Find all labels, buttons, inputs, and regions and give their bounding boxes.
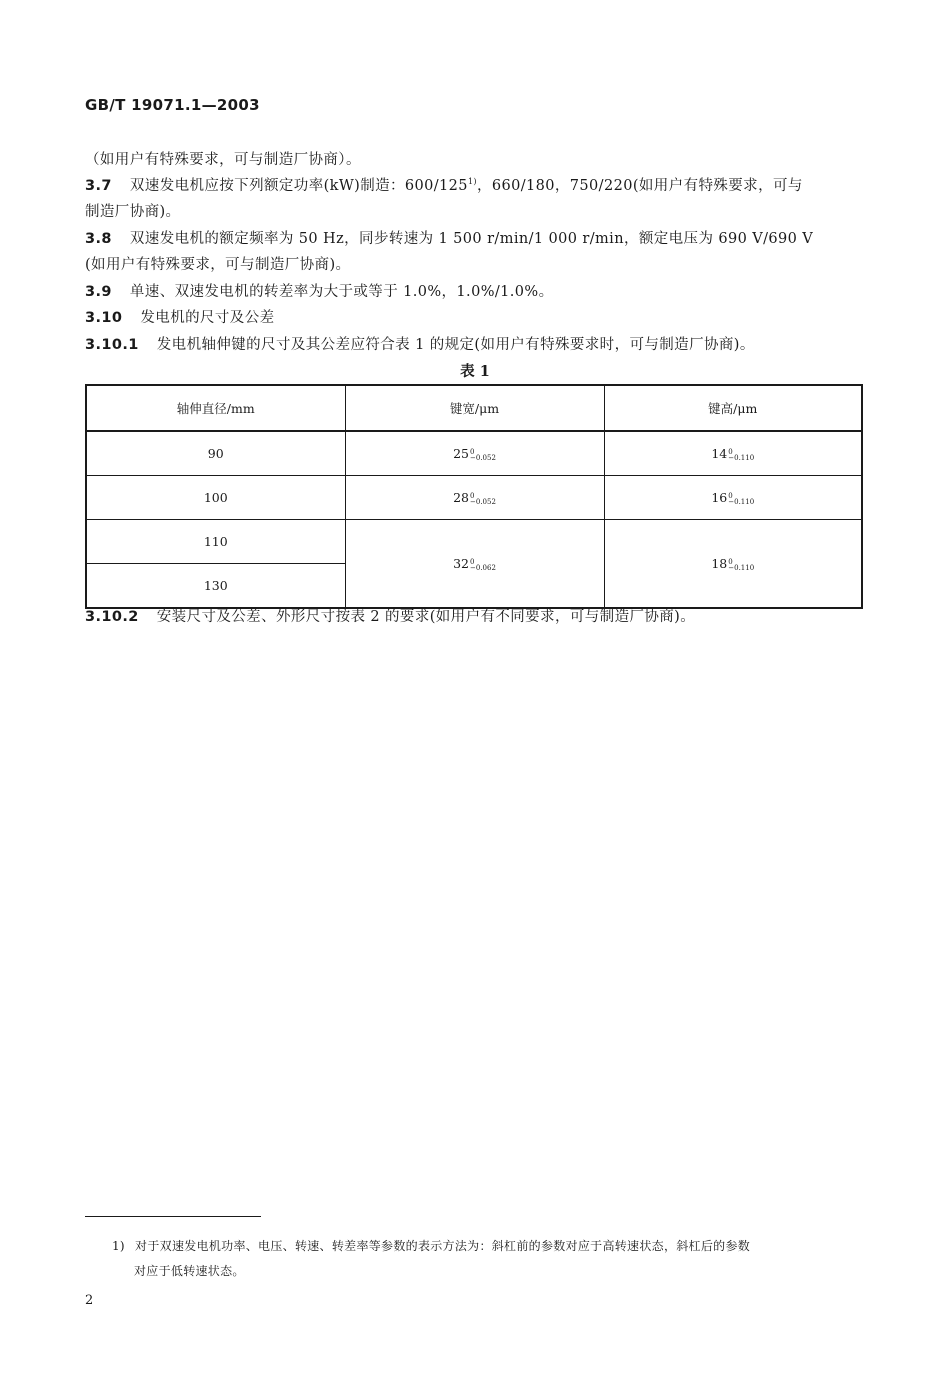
clause-number: 3.8 [85,231,112,247]
clause-3-10-2 [85,605,695,626]
cell-diameter: 90 [86,431,345,476]
paragraph-continuation: （如用户有特殊要求，可与制造厂协商）。 [85,152,361,168]
clause-3-7 [85,174,803,195]
cell-key-width: 25 0 −0.052 [345,431,604,476]
clause-3-9 [85,280,554,301]
cell-diameter: 100 [86,476,345,520]
clause-text: 双速发电机应按下列额定功率(kW)制造：600/125 [129,178,468,194]
table-title: 表 1 [460,363,490,380]
cell-key-height: 14 0 −0.110 [604,431,862,476]
table-row [86,476,862,520]
footnote-ref: 1) [467,177,477,187]
cell-diameter: 130 [86,564,345,609]
cell-key-height: 18 0 −0.110 [604,520,862,609]
header-shaft-diameter: 轴伸直径/mm [86,385,345,431]
footnote-divider [85,1216,261,1217]
clause-text: 单速、双速发电机的转差率为大于或等于 1.0%，1.0%/1.0%。 [129,284,554,300]
key-dimension-table [85,384,863,609]
table-row [86,520,862,564]
clause-number: 3.7 [85,178,112,194]
clause-text: 双速发电机的额定频率为 50 Hz，同步转速为 1 500 r/min/1 000 r/min，额定电压为 690 V/690 V [129,231,814,247]
page-number: 2 [85,1293,94,1308]
clause-3-8 [85,227,813,248]
standard-code: GB/T 19071.1—2003 [85,96,260,114]
cell-key-width: 28 0 −0.052 [345,476,604,520]
footnote-mark: 1) [112,1239,125,1253]
clause-3-7-cont: 制造厂协商)。 [85,204,181,220]
footnote-text-cont: 对应于低转速状态。 [134,1264,245,1278]
cell-diameter: 110 [86,520,345,564]
clause-3-10 [85,306,275,327]
clause-text: 安装尺寸及公差、外形尺寸按表 2 的要求(如用户有不同要求，可与制造厂协商)。 [156,609,696,625]
clause-number: 3.10.2 [85,609,139,625]
clause-number: 3.9 [85,284,112,300]
clause-3-8-cont: (如用户有特殊要求，可与制造厂协商)。 [85,257,351,273]
clause-number: 3.10.1 [85,337,139,353]
clause-text: ，660/180，750/220(如用户有特殊要求，可与 [476,178,803,194]
clause-text: 发电机的尺寸及公差 [140,310,275,326]
footnote-text: 对于双速发电机功率、电压、转速、转差率等参数的表示方法为：斜杠前的参数对应于高转速状态，斜杠后的参数 [135,1239,751,1253]
footnote [112,1237,750,1254]
header-key-height: 键高/μm [604,385,862,431]
table-header-row [86,385,862,431]
table-row [86,431,862,476]
cell-key-height: 16 0 −0.110 [604,476,862,520]
clause-3-10-1 [85,333,755,354]
clause-text: 发电机轴伸键的尺寸及其公差应符合表 1 的规定(如用户有特殊要求时，可与制造厂协商)。 [156,337,755,353]
header-key-width: 键宽/μm [345,385,604,431]
cell-key-width: 32 0 −0.062 [345,520,604,609]
clause-number: 3.10 [85,310,123,326]
